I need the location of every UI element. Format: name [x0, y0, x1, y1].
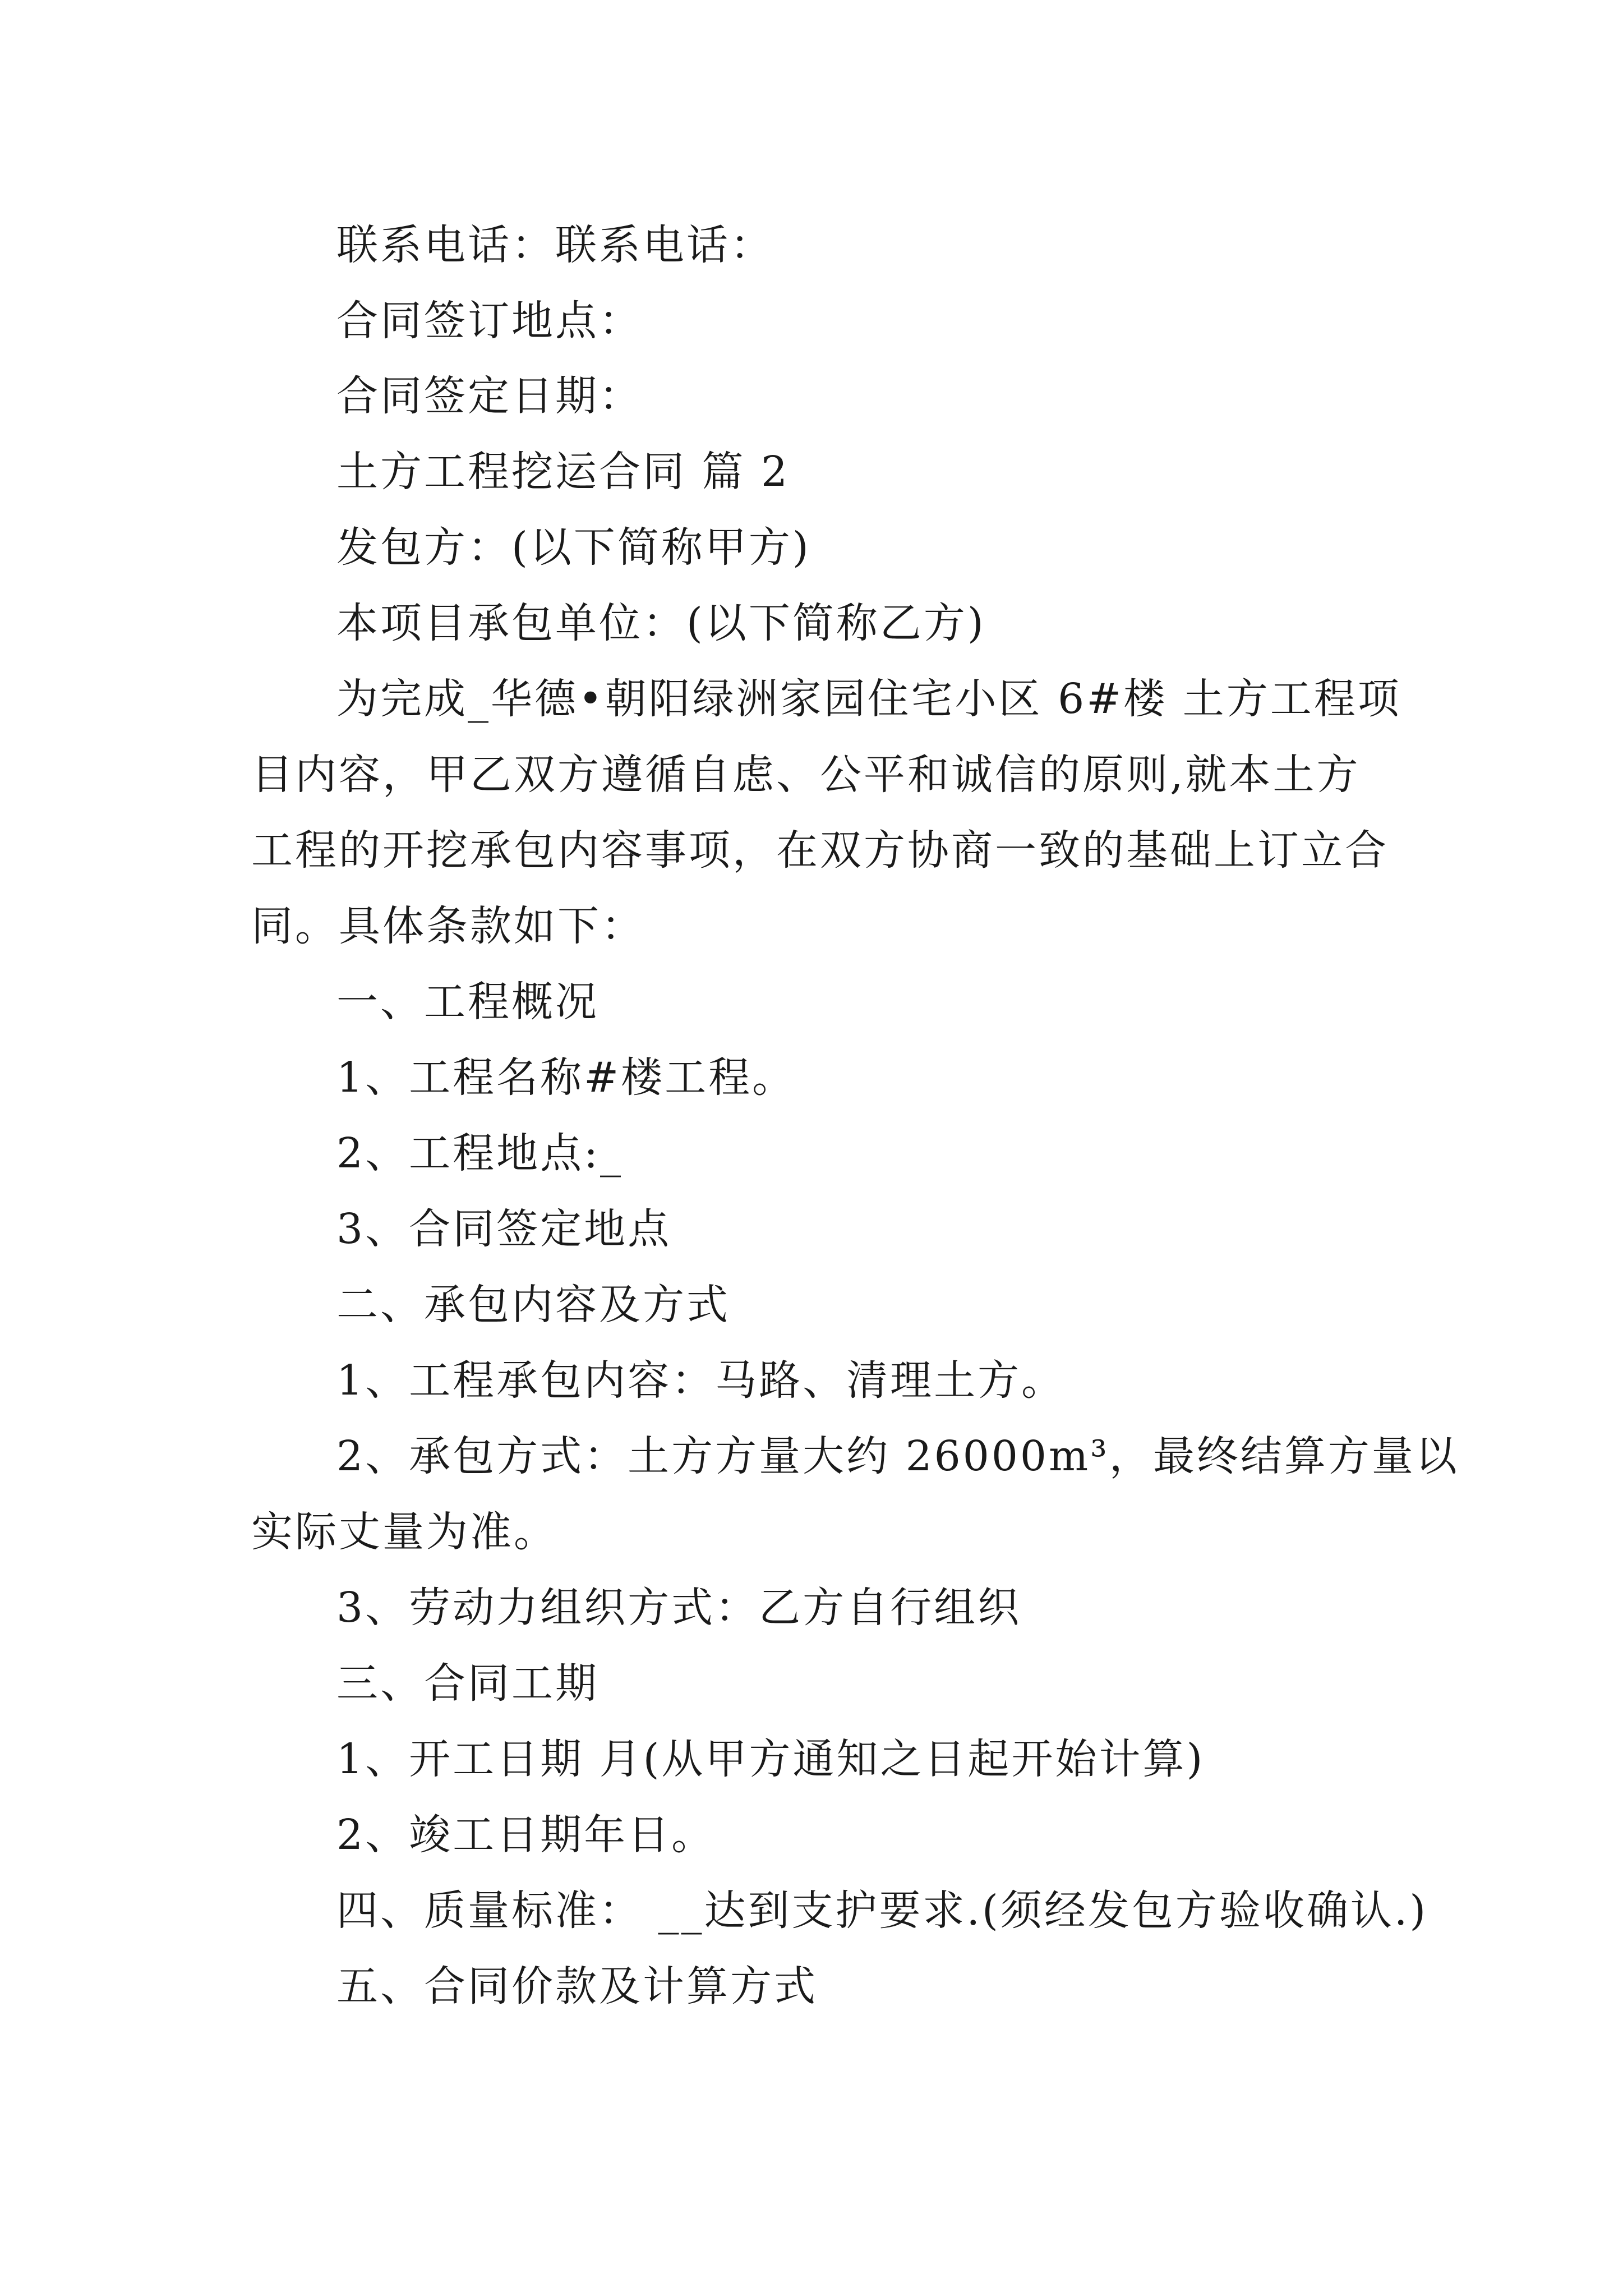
clause-item: 1、工程承包内容：马路、清理土方。: [336, 1356, 1066, 1405]
heading-quality: 四、质量标准： __达到支护要求.(须经发包方验收确认.): [336, 1887, 1428, 1935]
heading-duration: 三、合同工期: [336, 1659, 599, 1708]
contact-phone-line: 联系电话：联系电话：: [336, 221, 774, 269]
contractor-line: 本项目承包单位：(以下简称乙方): [336, 599, 986, 647]
paragraph-line: 为完成_华德•朝阳绿洲家园住宅小区 6#楼 土方工程项: [336, 675, 1401, 723]
clause-item: 2、工程地点:_: [336, 1129, 624, 1177]
clause-item-continued: 实际丈量为准。: [251, 1508, 557, 1556]
employer-line: 发包方：(以下简称甲方): [336, 523, 811, 572]
signing-date-line: 合同签定日期：: [336, 372, 643, 420]
clause-item: 2、承包方式：土方方量大约 26000m³，最终结算方量以: [336, 1432, 1459, 1480]
paragraph-line: 同。具体条款如下：: [251, 902, 645, 950]
clause-item: 3、合同签定地点: [336, 1205, 672, 1253]
clause-item: 1、开工日期 月(从甲方通知之日起开始计算): [336, 1735, 1205, 1783]
clause-item: 2、竣工日期年日。: [336, 1811, 716, 1859]
paragraph-line: 工程的开挖承包内容事项，在双方协商一致的基础上订立合: [251, 826, 1389, 875]
clause-item: 1、工程名称#楼工程。: [336, 1053, 796, 1102]
heading-scope: 二、承包内容及方式: [336, 1281, 730, 1329]
signing-place-line: 合同签订地点：: [336, 297, 643, 345]
section-title: 土方工程挖运合同 篇 2: [336, 448, 790, 496]
heading-price: 五、合同价款及计算方式: [336, 1962, 818, 2010]
heading-project-overview: 一、工程概况: [336, 978, 599, 1026]
paragraph-line: 目内容，甲乙双方遵循自虑、公平和诚信的原则,就本土方: [251, 751, 1361, 799]
clause-item: 3、劳动力组织方式：乙方自行组织: [336, 1584, 1022, 1632]
